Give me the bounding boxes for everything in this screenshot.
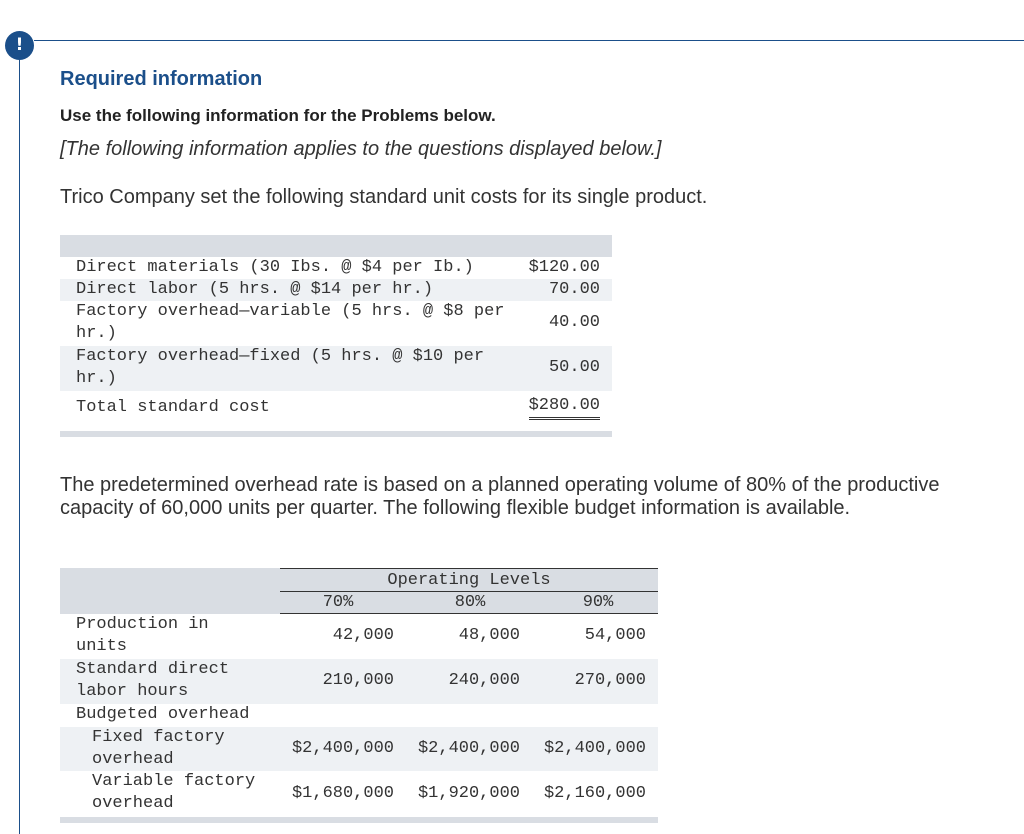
cost-label: Factory overhead—variable (5 hrs. @ $8 per hr.)	[76, 302, 515, 343]
header-divider	[34, 40, 1024, 41]
table-row	[60, 704, 658, 727]
instructions-text: Use the following information for the Problems below.	[60, 106, 496, 125]
table-row	[60, 346, 612, 391]
table-cell: 240,000	[448, 671, 520, 690]
cost-value: 70.00	[548, 280, 600, 299]
table-row	[60, 279, 612, 301]
header-rule	[280, 568, 658, 569]
table-cell: $2,400,000	[543, 739, 646, 758]
table-row	[60, 727, 658, 771]
operating-levels-header	[60, 568, 658, 614]
required-information-title: Required information	[60, 68, 263, 90]
cost-value: $120.00	[528, 258, 600, 277]
table-row	[60, 614, 658, 659]
table-row	[60, 771, 658, 817]
table-cell: 210,000	[322, 671, 394, 690]
flexible-budget-table	[60, 568, 658, 823]
table-cell: 42,000	[332, 626, 394, 645]
row-label: Budgeted overhead	[76, 705, 250, 724]
table-footer-band	[60, 431, 612, 437]
table-cell: $2,160,000	[543, 784, 646, 803]
table-row	[60, 257, 612, 279]
cost-value: 50.00	[548, 358, 600, 377]
row-label: Standard direct labor hours	[76, 660, 240, 701]
table-cell: 54,000	[584, 626, 646, 645]
cost-label: Direct labor (5 hrs. @ $14 per hr.)	[76, 280, 434, 299]
total-value: $280.00	[529, 395, 600, 420]
left-border	[19, 60, 20, 834]
table-cell: 270,000	[574, 671, 646, 690]
cost-value: 40.00	[548, 313, 600, 332]
alert-icon: !	[5, 31, 34, 60]
column-header: 90%	[582, 593, 614, 612]
row-label: Variable factory overhead	[92, 772, 266, 813]
table-row	[60, 301, 612, 346]
row-label: Fixed factory overhead	[92, 728, 235, 769]
cost-label: Direct materials (30 Ibs. @ $4 per Ib.)	[76, 258, 474, 277]
table-cell: $1,680,000	[291, 784, 394, 803]
table-cell: 48,000	[458, 626, 520, 645]
table-cell: $2,400,000	[417, 739, 520, 758]
table-row	[60, 659, 658, 704]
overhead-rate-paragraph: The predetermined overhead rate is based on a planned operating volume of 80% of the productive capacity of 60,000 units per quarter. The following flexible budget information is available.	[60, 474, 940, 519]
column-header: 80%	[454, 593, 486, 612]
standard-cost-table	[60, 235, 612, 437]
table-cell: $2,400,000	[291, 739, 394, 758]
table-footer-band	[60, 817, 658, 823]
cost-label: Factory overhead—fixed (5 hrs. @ $10 per hr.)	[76, 347, 495, 388]
table-header-band	[60, 235, 612, 257]
intro-paragraph: Trico Company set the following standard unit costs for its single product.	[60, 186, 708, 208]
total-label: Total standard cost	[76, 398, 270, 417]
column-header: 70%	[322, 593, 354, 612]
table-row	[60, 391, 612, 431]
table-cell: $1,920,000	[417, 784, 520, 803]
row-label: Production in units	[76, 615, 219, 656]
applies-note: [The following information applies to the questions displayed below.]	[60, 138, 662, 160]
operating-levels-title: Operating Levels	[387, 571, 551, 590]
